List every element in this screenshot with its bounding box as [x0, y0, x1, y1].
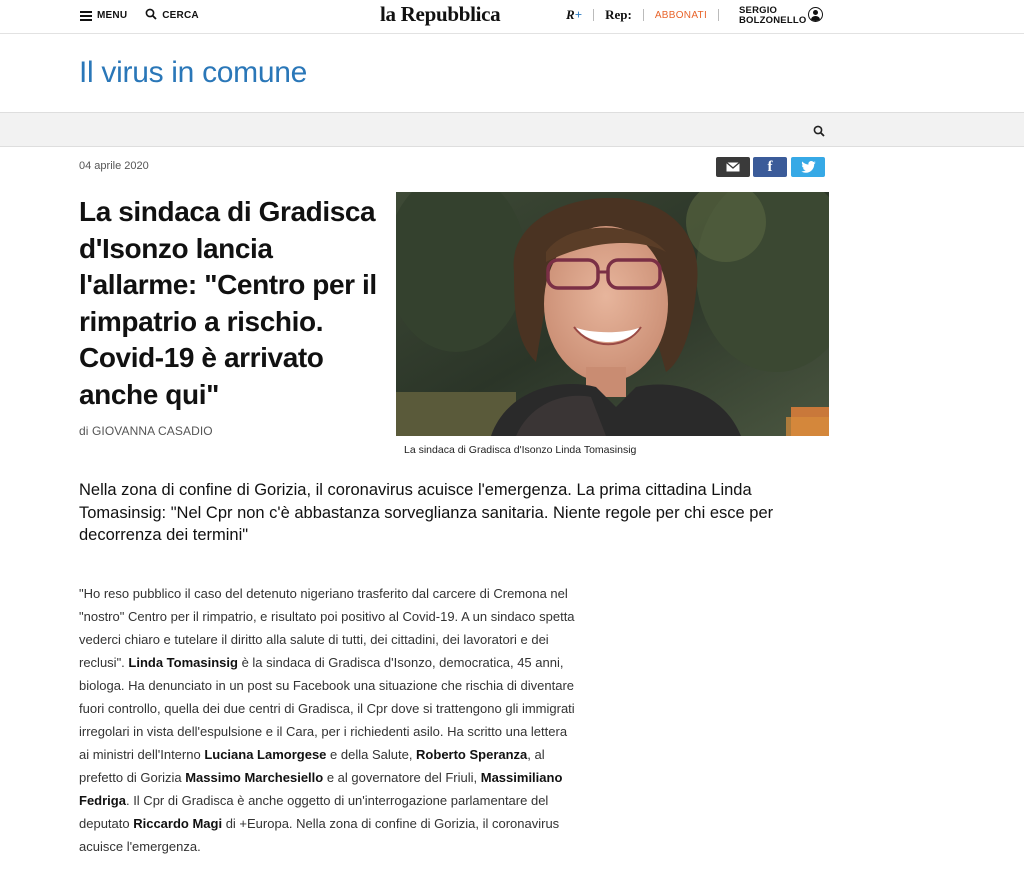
- section-title[interactable]: Il virus in comune: [79, 56, 308, 89]
- separator: [718, 9, 719, 21]
- search-button[interactable]: [145, 8, 199, 23]
- share-email-button[interactable]: [716, 157, 750, 177]
- body-text: e della Salute,: [326, 747, 417, 762]
- section-search-bar: [0, 112, 1024, 147]
- user-name[interactable]: [739, 6, 806, 26]
- body-bold-name: Linda Tomasinsig: [128, 655, 238, 670]
- subscribe-link[interactable]: ABBONATI: [654, 9, 708, 21]
- body-text: di +Europa. Nella zona di confine di Gorizia, il coronavirus acuisce l'emergenza.: [79, 816, 560, 854]
- body-text: è la sindaca di Gradisca d'Isonzo, democratica, 45 anni, biologa. Ha denunciato in un post su Facebook una situazione che rischia di diventare fuori controllo, quella dei due centri di Gradisca, il Cpr dove si trattengono gli immigrati irregolari in vista dell'espulsione e il Cara, per i richiedenti asilo. Ha scritto una lettera ai ministri dell'Interno: [79, 655, 575, 762]
- separator: [593, 9, 594, 21]
- article-summary: Nella zona di confine di Gorizia, il coronavirus acuisce l'emergenza. La prima cittadina Linda Tomasinsig: "Nel Cpr non c'è abbastanza sorveglianza sanitaria. Niente regole per chi esce per decorrenza dei termini": [79, 481, 774, 544]
- share-facebook-button[interactable]: [753, 157, 787, 177]
- body-text: . Il Cpr di Gradisca è anche oggetto di un'interrogazione parlamentare del deputato: [79, 793, 549, 831]
- body-bold-name: Massimo Marchesiello: [185, 770, 324, 785]
- separator: [643, 9, 644, 21]
- body-text: , al prefetto di Gorizia: [79, 747, 545, 785]
- body-text: e al governatore del Friuli,: [323, 770, 481, 785]
- share-twitter-button[interactable]: [791, 157, 825, 177]
- menu-icon: [80, 11, 92, 21]
- article-byline[interactable]: di GIOVANNA CASADIO: [79, 424, 213, 438]
- facebook-icon: f: [767, 158, 773, 175]
- rplus-label: R: [566, 7, 575, 22]
- article-photo[interactable]: [396, 192, 829, 436]
- rplus-plus-icon: +: [574, 7, 583, 22]
- user-icon[interactable]: [808, 7, 823, 22]
- user-last-name: BOLZONELLO: [739, 15, 807, 26]
- top-bar-left: [80, 8, 217, 23]
- top-bar-right: [566, 7, 730, 23]
- body-text: "Ho reso pubblico il caso del detenuto nigeriano trasferito dal carcere di Cremona nel "nostro" Centro per il rimpatrio, e risultato poi positivo al Covid-19. A un sindaco spetta vederci chiaro e tutelare il diritto alla salute di tutti, dei cittadini, dei lavoratori e dei reclusi".: [79, 586, 575, 670]
- article-date: 04 aprile 2020: [79, 160, 149, 172]
- photo-caption: La sindaca di Gradisca d'Isonzo Linda Tomasinsig: [404, 444, 637, 456]
- rep-link[interactable]: Rep:: [605, 7, 632, 22]
- article-headline: La sindaca di Gradisca d'Isonzo lancia l'allarme: "Centro per il rimpatrio a rischio. Covid-19 è arrivato anche qui": [79, 196, 377, 410]
- top-bar: [0, 0, 1024, 34]
- search-label: CERCA: [162, 10, 199, 21]
- menu-button[interactable]: [80, 10, 127, 21]
- twitter-icon: [801, 161, 816, 173]
- body-bold-name: Luciana Lamorgese: [204, 747, 327, 762]
- rplus-link[interactable]: [566, 7, 582, 23]
- mail-icon: [726, 162, 740, 172]
- search-icon: [145, 8, 157, 23]
- body-bold-name: Massimiliano Fedriga: [79, 770, 563, 808]
- body-bold-name: Riccardo Magi: [133, 816, 223, 831]
- search-icon[interactable]: [813, 124, 825, 142]
- article-body: [79, 582, 579, 858]
- site-logo[interactable]: la Repubblica: [380, 2, 501, 26]
- body-bold-name: Roberto Speranza: [416, 747, 528, 762]
- menu-label: MENU: [97, 10, 128, 21]
- user-first-name: SERGIO: [739, 5, 778, 16]
